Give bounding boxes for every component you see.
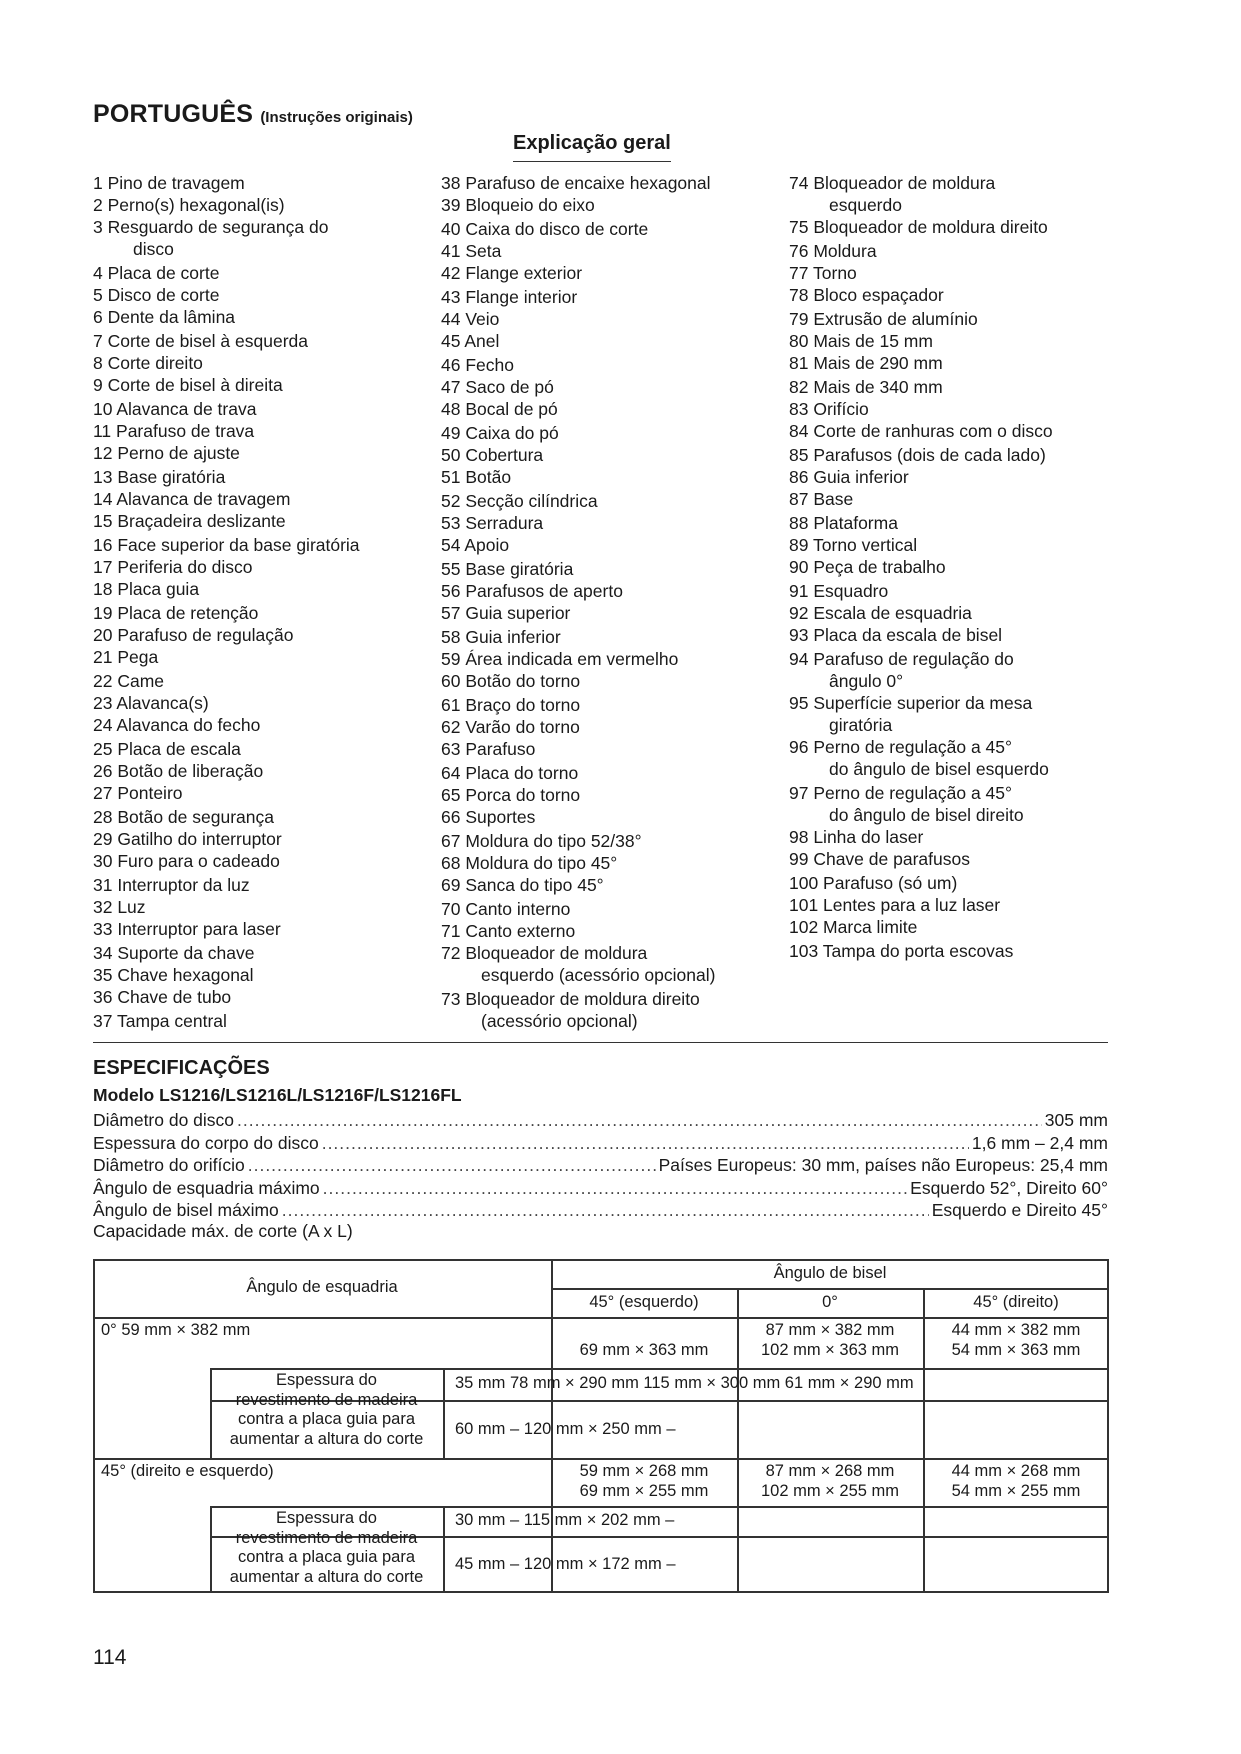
spec-label: Diâmetro do disco (93, 1110, 235, 1130)
part-item: 85 Parafusos (dois de cada lado) (789, 445, 1046, 465)
row-45-right-value-2: 54 mm × 255 mm (951, 1482, 1081, 1500)
header-bevel-left: 45° (esquerdo) (589, 1293, 699, 1311)
row-45-sub-label (210, 1509, 443, 1587)
row-45-sub-values-2: 45 mm – 120 mm × 172 mm – (455, 1555, 676, 1573)
row-45-left-value-1: 59 mm × 268 mm (579, 1462, 709, 1480)
part-item: 28 Botão de segurança (93, 807, 274, 827)
part-item: 98 Linha do laser (789, 827, 924, 847)
part-item: 56 Parafusos de aperto (441, 581, 623, 601)
row-0-sub-values-1: 35 mm 78 mm × 290 mm 115 mm × 300 mm 61 mm × 290 mm (455, 1374, 914, 1392)
part-item: 10 Alavanca de trava (93, 399, 257, 419)
table-border-top (93, 1259, 1109, 1261)
part-item: 95 Superfície superior da mesa (789, 693, 1033, 713)
part-item-continuation: do ângulo de bisel direito (829, 805, 1024, 825)
part-item: 64 Placa do torno (441, 763, 579, 783)
specifications-list (93, 1109, 1108, 1222)
part-item: 43 Flange interior (441, 287, 578, 307)
part-item: 54 Apoio (441, 535, 510, 555)
part-item-continuation: disco (133, 239, 174, 259)
part-item: 96 Perno de regulação a 45° (789, 737, 1012, 757)
part-item: 3 Resguardo de segurança do (93, 217, 329, 237)
spec-row (93, 1154, 1108, 1177)
part-item: 63 Parafuso (441, 739, 536, 759)
part-item: 93 Placa da escala de bisel (789, 625, 1003, 645)
part-item-continuation: (acessório opcional) (481, 1011, 638, 1031)
spec-row (93, 1199, 1108, 1222)
specifications-title: ESPECIFICAÇÕES (93, 1057, 270, 1079)
part-item: 24 Alavanca do fecho (93, 715, 261, 735)
part-item: 90 Peça de trabalho (789, 557, 946, 577)
part-item: 67 Moldura do tipo 52/38° (441, 831, 642, 851)
cutting-capacity-table (93, 1259, 1109, 1593)
part-item: 37 Tampa central (93, 1011, 227, 1031)
table-rule-header-bottom (93, 1317, 1109, 1319)
part-item: 77 Torno (789, 263, 857, 283)
part-item: 82 Mais de 340 mm (789, 377, 943, 397)
row-0-sub-values-2: 60 mm – 120 mm × 250 mm – (455, 1420, 676, 1438)
part-item-continuation: ângulo 0° (829, 671, 904, 691)
spec-leader-dots (237, 1109, 1042, 1132)
part-item: 74 Bloqueador de moldura (789, 173, 996, 193)
part-item: 39 Bloqueio do eixo (441, 195, 595, 215)
part-item: 50 Cobertura (441, 445, 544, 465)
section-divider (93, 1042, 1108, 1043)
part-item: 32 Luz (93, 897, 146, 917)
row-0-sub-label (210, 1371, 443, 1449)
sub-label-line: Espessura do (276, 1509, 377, 1527)
spec-label: Diâmetro do orifício (93, 1155, 245, 1175)
row-0-left-value: 69 mm × 363 mm (579, 1341, 709, 1359)
part-item: 60 Botão do torno (441, 671, 581, 691)
parts-list-column-2 (441, 172, 715, 1032)
part-item: 22 Came (93, 671, 165, 691)
table-rule-r0-sub-top (210, 1368, 1109, 1370)
part-item: 78 Bloco espaçador (789, 285, 944, 305)
part-item: 59 Área indicada em vermelho (441, 649, 679, 669)
sub-label-line: aumentar a altura do corte (229, 1429, 424, 1448)
part-item: 30 Furo para o cadeado (93, 851, 280, 871)
page-number: 114 (93, 1646, 127, 1669)
parts-list-column-1 (93, 172, 360, 1032)
sub-label-line: contra a placa guia para (237, 1548, 416, 1566)
row-45-zero-value-2: 102 mm × 255 mm (760, 1482, 899, 1500)
part-item: 87 Base (789, 489, 854, 509)
part-item: 84 Corte de ranhuras com o disco (789, 421, 1053, 441)
language-note: (Instruções originais) (260, 109, 413, 126)
part-item: 83 Orifício (789, 399, 869, 419)
part-item: 29 Gatilho do interruptor (93, 829, 282, 849)
part-item: 4 Placa de corte (93, 263, 220, 283)
row-45-sub-values-1: 30 mm – 115 mm × 202 mm – (455, 1511, 675, 1529)
table-rule-r45-top (93, 1458, 1109, 1460)
part-item: 69 Sanca do tipo 45° (441, 875, 604, 895)
part-item: 44 Veio (441, 309, 500, 329)
part-item: 21 Pega (93, 647, 159, 667)
part-item: 16 Face superior da base giratória (93, 535, 360, 555)
part-item: 97 Perno de regulação a 45° (789, 783, 1012, 803)
part-item: 7 Corte de bisel à esquerda (93, 331, 308, 351)
part-item: 92 Escala de esquadria (789, 603, 972, 623)
table-subval-divider-r45 (443, 1506, 445, 1592)
spec-label: Espessura do corpo do disco (93, 1132, 319, 1153)
part-item: 66 Suportes (441, 807, 536, 827)
part-item: 38 Parafuso de encaixe hexagonal (441, 173, 711, 193)
part-item: 91 Esquadro (789, 581, 889, 601)
part-item: 13 Base giratória (93, 467, 226, 487)
part-item: 88 Plataforma (789, 513, 898, 533)
capacity-label: Capacidade máx. de corte (A x L) (93, 1221, 353, 1241)
part-item: 1 Pino de travagem (93, 173, 245, 193)
part-item: 72 Bloqueador de moldura (441, 943, 648, 963)
section-title: Explicação geral (513, 132, 671, 162)
part-item: 75 Bloqueador de moldura direito (789, 217, 1048, 237)
language-heading (93, 100, 413, 129)
table-border-bottom (93, 1591, 1109, 1593)
part-item: 41 Seta (441, 241, 502, 261)
row-45-left-value-2: 69 mm × 255 mm (579, 1482, 709, 1500)
spec-leader-dots (323, 1177, 907, 1200)
part-item: 33 Interruptor para laser (93, 919, 281, 939)
part-item: 49 Caixa do pó (441, 423, 559, 443)
row-0-zero-value-1: 87 mm × 382 mm (765, 1321, 895, 1339)
header-bevel-right: 45° (direito) (973, 1293, 1059, 1311)
part-item: 68 Moldura do tipo 45° (441, 853, 618, 873)
part-item: 103 Tampa do porta escovas (789, 941, 1014, 961)
part-item: 11 Parafuso de trava (93, 421, 255, 441)
spec-value: Países Europeus: 30 mm, países não Europeus: 25,4 mm (658, 1155, 1108, 1175)
row-0-zero-value-2: 102 mm × 363 mm (760, 1341, 899, 1359)
sub-label-line: Espessura do (276, 1371, 377, 1389)
part-item: 19 Placa de retenção (93, 603, 259, 623)
spec-row (93, 1177, 1108, 1200)
table-border-left (93, 1259, 95, 1593)
spec-leader-dots (248, 1154, 656, 1177)
part-item: 26 Botão de liberação (93, 761, 264, 781)
part-item: 47 Saco de pó (441, 377, 554, 397)
part-item: 25 Placa de escala (93, 739, 241, 759)
part-item: 89 Torno vertical (789, 535, 918, 555)
parts-list-column-3 (789, 172, 1053, 962)
part-item: 46 Fecho (441, 355, 514, 375)
row-45-zero-value-1: 87 mm × 268 mm (765, 1462, 895, 1480)
part-item: 42 Flange exterior (441, 263, 583, 283)
part-item: 52 Secção cilíndrica (441, 491, 598, 511)
row-0-label: 0° 59 mm × 382 mm (101, 1321, 251, 1339)
spec-row (93, 1132, 1108, 1155)
part-item: 8 Corte direito (93, 353, 203, 373)
part-item: 58 Guia inferior (441, 627, 561, 647)
part-item: 27 Ponteiro (93, 783, 183, 803)
part-item-continuation: esquerdo (829, 195, 902, 215)
part-item: 94 Parafuso de regulação do (789, 649, 1014, 669)
part-item: 40 Caixa do disco de corte (441, 219, 649, 239)
part-item: 23 Alavanca(s) (93, 693, 209, 713)
header-bevel-angle: Ângulo de bisel (773, 1264, 887, 1282)
part-item: 81 Mais de 290 mm (789, 353, 943, 373)
part-item: 35 Chave hexagonal (93, 965, 254, 985)
part-item: 34 Suporte da chave (93, 943, 255, 963)
table-rule-r45-sub-top (210, 1506, 1109, 1508)
part-item: 102 Marca limite (789, 917, 918, 937)
table-rule-bevel-header (551, 1288, 1109, 1290)
part-item: 31 Interruptor da luz (93, 875, 250, 895)
part-item: 51 Botão (441, 467, 512, 487)
spec-row (93, 1109, 1108, 1132)
part-item: 86 Guia inferior (789, 467, 909, 487)
row-0-right-value-2: 54 mm × 363 mm (951, 1341, 1081, 1359)
part-item: 17 Periferia do disco (93, 557, 253, 577)
part-item: 73 Bloqueador de moldura direito (441, 989, 700, 1009)
sub-label-line: revestimento de madeira (235, 1528, 418, 1547)
part-item: 71 Canto externo (441, 921, 576, 941)
part-item: 55 Base giratória (441, 559, 574, 579)
part-item: 2 Perno(s) hexagonal(is) (93, 195, 285, 215)
part-item: 65 Porca do torno (441, 785, 581, 805)
part-item: 76 Moldura (789, 241, 877, 261)
spec-value: 305 mm (1044, 1110, 1108, 1130)
row-45-right-value-1: 44 mm × 268 mm (951, 1462, 1081, 1480)
spec-label: Ângulo de esquadria máximo (93, 1177, 320, 1198)
part-item: 61 Braço do torno (441, 695, 581, 715)
part-item: 101 Lentes para a luz laser (789, 895, 1001, 915)
part-item: 15 Braçadeira deslizante (93, 511, 286, 531)
sub-label-line: revestimento de madeira (235, 1390, 418, 1409)
part-item: 45 Anel (441, 331, 500, 351)
row-45-label: 45° (direito e esquerdo) (101, 1462, 274, 1480)
part-item: 5 Disco de corte (93, 285, 220, 305)
part-item: 80 Mais de 15 mm (789, 331, 933, 351)
part-item: 20 Parafuso de regulação (93, 625, 294, 645)
part-item: 70 Canto interno (441, 899, 571, 919)
spec-leader-dots (282, 1199, 929, 1222)
spec-label: Ângulo de bisel máximo (93, 1200, 279, 1220)
header-bevel-zero: 0° (822, 1293, 838, 1311)
spec-leader-dots (322, 1132, 969, 1155)
part-item: 12 Perno de ajuste (93, 443, 240, 463)
part-item: 62 Varão do torno (441, 717, 580, 737)
spec-value: Esquerdo 52°, Direito 60° (910, 1177, 1108, 1198)
row-0-right-value-1: 44 mm × 382 mm (951, 1321, 1081, 1339)
part-item: 57 Guia superior (441, 603, 571, 623)
part-item: 18 Placa guia (93, 579, 200, 599)
sub-label-line: contra a placa guia para (237, 1410, 416, 1428)
part-item: 53 Serradura (441, 513, 544, 533)
part-item-continuation: esquerdo (acessório opcional) (481, 965, 716, 985)
part-item-continuation: giratória (829, 715, 893, 735)
spec-value: Esquerdo e Direito 45° (931, 1200, 1108, 1220)
language-title: PORTUGUÊS (93, 100, 254, 128)
table-subval-divider-r0 (443, 1368, 445, 1458)
part-item: 100 Parafuso (só um) (789, 873, 958, 893)
part-item: 9 Corte de bisel à direita (93, 375, 283, 395)
part-item: 14 Alavanca de travagem (93, 489, 291, 509)
header-miter-angle: Ângulo de esquadria (246, 1278, 398, 1296)
part-item: 48 Bocal de pó (441, 399, 558, 419)
part-item: 99 Chave de parafusos (789, 849, 970, 869)
part-item: 6 Dente da lâmina (93, 307, 236, 327)
spec-value: 1,6 mm – 2,4 mm (971, 1132, 1108, 1153)
part-item-continuation: do ângulo de bisel esquerdo (829, 759, 1049, 779)
model-name: Modelo LS1216/LS1216L/LS1216F/LS1216FL (93, 1085, 462, 1105)
part-item: 79 Extrusão de alumínio (789, 309, 978, 329)
sub-label-line: aumentar a altura do corte (229, 1567, 424, 1586)
part-item: 36 Chave de tubo (93, 987, 232, 1007)
